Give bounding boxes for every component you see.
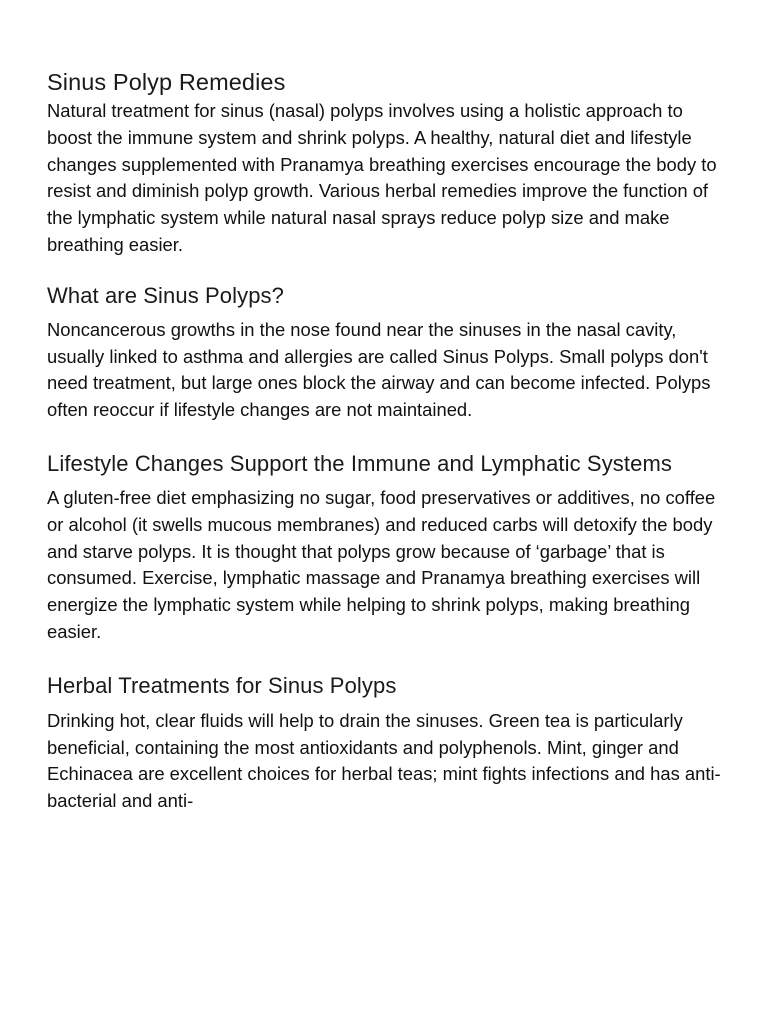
section-heading: Lifestyle Changes Support the Immune and Lymphatic Systems: [47, 450, 672, 476]
section-body: A gluten-free diet emphasizing no sugar, food preservatives or additives, no coffee or alcohol (it swells mucous membranes) and reduced carbs will detoxify the body and starve polyps. It is thought that polyps grow because of ‘garbage’ that is consumed. Exercise, lymphatic massage and Pranamya breathing exercises will energize the lymphatic system while helping to shrink polyps, making breathing easier.: [47, 486, 716, 642]
section-body: Drinking hot, clear fluids will help to drain the sinuses. Green tea is particularly beneficial, containing the most antioxidants and polyphenols. Mint, ginger and Echinacea are excellent choices for herbal teas; mint fights infections and has anti-bacterial and anti-: [47, 709, 721, 812]
document-content: [47, 66, 727, 815]
section-heading: What are Sinus Polyps?: [47, 282, 284, 308]
section-sinus-polyp-remedies: [47, 66, 727, 259]
section-heading: Herbal Treatments for Sinus Polyps: [47, 672, 397, 698]
section-what-are-sinus-polyps: [47, 277, 727, 424]
section-body: Natural treatment for sinus (nasal) polyps involves using a holistic approach to boost the immune system and shrink polyps. A healthy, natural diet and lifestyle changes supplemented with Pranamya breathing exercises encourage the body to resist and diminish polyp growth. Various herbal remedies improve the function of the lymphatic system while natural nasal sprays reduce polyp size and make breathing easier.: [47, 100, 717, 255]
section-herbal-treatments: [47, 668, 727, 815]
page-title: Sinus Polyp Remedies: [47, 69, 286, 95]
section-lifestyle-changes: [47, 444, 727, 646]
section-body: Noncancerous growths in the nose found near the sinuses in the nasal cavity, usually linked to asthma and allergies are called Sinus Polyps. Small polyps don't need treatment, but large ones block the airway and can become infected. Polyps often reoccur if lifestyle changes are not maintained.: [47, 318, 711, 421]
